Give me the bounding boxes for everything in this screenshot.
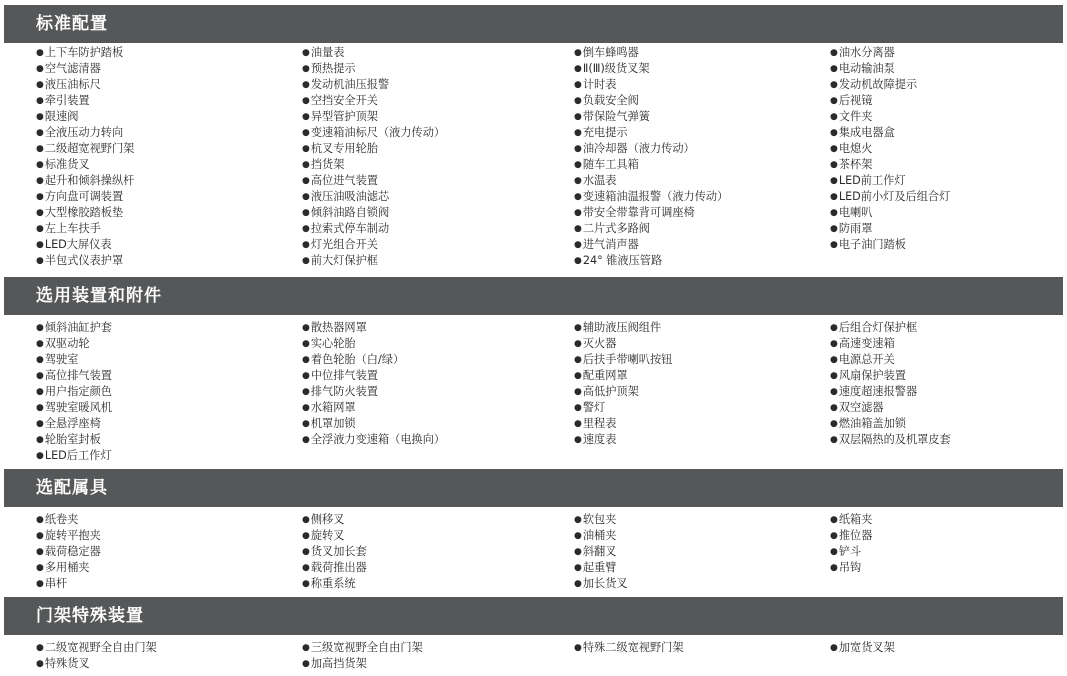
spec-item: ● 着色轮胎（白/绿） (302, 352, 562, 368)
attachments-column-3 (574, 512, 834, 592)
spec-item: ● 侧移叉 (302, 512, 562, 528)
spec-item: ● 驾驶室 (36, 352, 296, 368)
spec-item: ● 排气防火装置 (302, 384, 562, 400)
spec-item: ● 防雨罩 (830, 221, 1067, 237)
spec-item: ● 双驱动轮 (36, 336, 296, 352)
spec-item: ● 驾驶室暖风机 (36, 400, 296, 416)
optional-column-1 (36, 320, 296, 464)
spec-item: ● 标准货叉 (36, 157, 296, 173)
spec-item: ● 大型橡胶踏板垫 (36, 205, 296, 221)
spec-item: ● 水温表 (574, 173, 834, 189)
spec-item: ● 带安全带靠背可调座椅 (574, 205, 834, 221)
spec-item: ● 上下车防护踏板 (36, 45, 296, 61)
spec-item: ● 挡货架 (302, 157, 562, 173)
spec-item: ● LED后工作灯 (36, 448, 296, 464)
spec-item: ● 全悬浮座椅 (36, 416, 296, 432)
spec-item: ● 斜翻叉 (574, 544, 834, 560)
spec-item: ● 高位进气装置 (302, 173, 562, 189)
spec-item: ● 方向盘可调装置 (36, 189, 296, 205)
spec-item: ● 用户指定颜色 (36, 384, 296, 400)
attachments-column-2 (302, 512, 562, 592)
spec-item: ● 带保险气弹簧 (574, 109, 834, 125)
spec-item: ● 多用桶夹 (36, 560, 296, 576)
spec-item: ● 三级宽视野全自由门架 (302, 640, 562, 656)
spec-item: ● 异型管护顶架 (302, 109, 562, 125)
spec-item: ● 液压油吸油滤芯 (302, 189, 562, 205)
spec-item: ● 全液压动力转向 (36, 125, 296, 141)
spec-item: ● 货叉加长套 (302, 544, 562, 560)
spec-item: ● 后组合灯保护框 (830, 320, 1067, 336)
spec-item: ● 高位排气装置 (36, 368, 296, 384)
spec-item: ● 双层隔热的及机罩皮套 (830, 432, 1067, 448)
spec-item: ● 中位排气装置 (302, 368, 562, 384)
standard-column-4 (830, 45, 1067, 253)
mast-column-3 (574, 640, 834, 656)
optional-column-3 (574, 320, 834, 448)
spec-item: ● 后视镜 (830, 93, 1067, 109)
spec-item: ● 机罩加锁 (302, 416, 562, 432)
spec-item: ● 加宽货叉架 (830, 640, 1067, 656)
spec-item: ● 油冷却器（液力传动） (574, 141, 834, 157)
spec-item: ● 负载安全阀 (574, 93, 834, 109)
spec-item: ● 载荷推出器 (302, 560, 562, 576)
spec-item: ● 文件夹 (830, 109, 1067, 125)
spec-item: ● 速度超速报警器 (830, 384, 1067, 400)
spec-item: ● 左上车扶手 (36, 221, 296, 237)
spec-item: ● 风扇保护装置 (830, 368, 1067, 384)
spec-item: ● 纸箱夹 (830, 512, 1067, 528)
standard-column-2 (302, 45, 562, 269)
spec-item: ● 特殊二级宽视野门架 (574, 640, 834, 656)
spec-item: ● 高低护顶架 (574, 384, 834, 400)
standard-column-1 (36, 45, 296, 269)
spec-item: ● 变速箱油温报警（液力传动） (574, 189, 834, 205)
spec-item: ● 前大灯保护框 (302, 253, 562, 269)
spec-item: ● 限速阀 (36, 109, 296, 125)
spec-item: ● 全浮液力变速箱（电换向） (302, 432, 562, 448)
spec-item: ● 茶杯架 (830, 157, 1067, 173)
spec-item: ● LED大屏仪表 (36, 237, 296, 253)
spec-item: ● 软包夹 (574, 512, 834, 528)
spec-item: ● 加长货叉 (574, 576, 834, 592)
optional-column-2 (302, 320, 562, 448)
spec-item: ● 推位器 (830, 528, 1067, 544)
spec-item: ● 发动机油压报警 (302, 77, 562, 93)
spec-item: ● 吊钩 (830, 560, 1067, 576)
spec-item: ● 24° 锥液压管路 (574, 253, 834, 269)
spec-item: ● 油桶夹 (574, 528, 834, 544)
spec-item: ● 倾斜油缸护套 (36, 320, 296, 336)
spec-item: ● 里程表 (574, 416, 834, 432)
spec-item: ● 倒车蜂鸣器 (574, 45, 834, 61)
spec-item: ● 实心轮胎 (302, 336, 562, 352)
spec-item: ● 充电提示 (574, 125, 834, 141)
mast-column-2 (302, 640, 562, 672)
spec-item: ● 牵引装置 (36, 93, 296, 109)
spec-item: ● 二级宽视野全自由门架 (36, 640, 296, 656)
spec-item: ● 空挡安全开关 (302, 93, 562, 109)
spec-item: ● 随车工具箱 (574, 157, 834, 173)
spec-item: ● LED前小灯及后组合灯 (830, 189, 1067, 205)
optional-column-4 (830, 320, 1067, 448)
spec-item: ● 半包式仪表护罩 (36, 253, 296, 269)
spec-item: ● 起重臂 (574, 560, 834, 576)
spec-item: ● 杭叉专用轮胎 (302, 141, 562, 157)
spec-item: ● 进气消声器 (574, 237, 834, 253)
standard-column-3 (574, 45, 834, 269)
mast-column-1 (36, 640, 296, 672)
spec-item: ● 载荷稳定器 (36, 544, 296, 560)
spec-item: ● 配重网罩 (574, 368, 834, 384)
section-header-mast-special: 门架特殊装置 (4, 597, 1063, 635)
spec-item: ● 水箱网罩 (302, 400, 562, 416)
spec-item: ● 油水分离器 (830, 45, 1067, 61)
spec-item: ● 特殊货叉 (36, 656, 296, 672)
section-header-attachments: 选配属具 (4, 469, 1063, 507)
spec-item: ● 二级超宽视野门架 (36, 141, 296, 157)
spec-item: ● 液压油标尺 (36, 77, 296, 93)
section-header-optional-equipment: 选用装置和附件 (4, 277, 1063, 315)
spec-item: ● 纸卷夹 (36, 512, 296, 528)
spec-item: ● 散热器网罩 (302, 320, 562, 336)
spec-item: ● 发动机故障提示 (830, 77, 1067, 93)
spec-item: ● 计时表 (574, 77, 834, 93)
spec-item: ● 电熄火 (830, 141, 1067, 157)
spec-item: ● 灯光组合开关 (302, 237, 562, 253)
spec-item: ● 灭火器 (574, 336, 834, 352)
spec-item: ● 速度表 (574, 432, 834, 448)
spec-item: ● 拉索式停车制动 (302, 221, 562, 237)
spec-item: ● 油量表 (302, 45, 562, 61)
spec-item: ● 警灯 (574, 400, 834, 416)
spec-item: ● 双空滤器 (830, 400, 1067, 416)
section-header-standard: 标准配置 (4, 5, 1063, 43)
spec-item: ● 电喇叭 (830, 205, 1067, 221)
attachments-column-4 (830, 512, 1067, 576)
spec-item: ● 集成电器盒 (830, 125, 1067, 141)
spec-item: ● 变速箱油标尺（液力传动） (302, 125, 562, 141)
spec-item: ● 电源总开关 (830, 352, 1067, 368)
spec-item: ● 铲斗 (830, 544, 1067, 560)
spec-item: ● 旋转平抱夹 (36, 528, 296, 544)
mast-column-4 (830, 640, 1067, 656)
spec-item: ● 轮胎室封板 (36, 432, 296, 448)
spec-item: ● 后扶手带喇叭按钮 (574, 352, 834, 368)
spec-item: ● 辅助液压阀组件 (574, 320, 834, 336)
spec-item: ● 电动输油泵 (830, 61, 1067, 77)
spec-item: ● LED前工作灯 (830, 173, 1067, 189)
spec-item: ● 起升和倾斜操纵杆 (36, 173, 296, 189)
spec-item: ● 加高挡货架 (302, 656, 562, 672)
spec-item: ● 倾斜油路自锁阀 (302, 205, 562, 221)
spec-item: ● 燃油箱盖加锁 (830, 416, 1067, 432)
spec-item: ● 二片式多路阀 (574, 221, 834, 237)
spec-item: ● 高速变速箱 (830, 336, 1067, 352)
spec-item: ● 称重系统 (302, 576, 562, 592)
attachments-column-1 (36, 512, 296, 592)
spec-item: ● 空气滤清器 (36, 61, 296, 77)
spec-item: ● 旋转叉 (302, 528, 562, 544)
spec-item: ● 电子油门踏板 (830, 237, 1067, 253)
spec-item: ● 串杆 (36, 576, 296, 592)
spec-item: ● Ⅱ(Ⅲ)级货叉架 (574, 61, 834, 77)
spec-item: ● 预热提示 (302, 61, 562, 77)
